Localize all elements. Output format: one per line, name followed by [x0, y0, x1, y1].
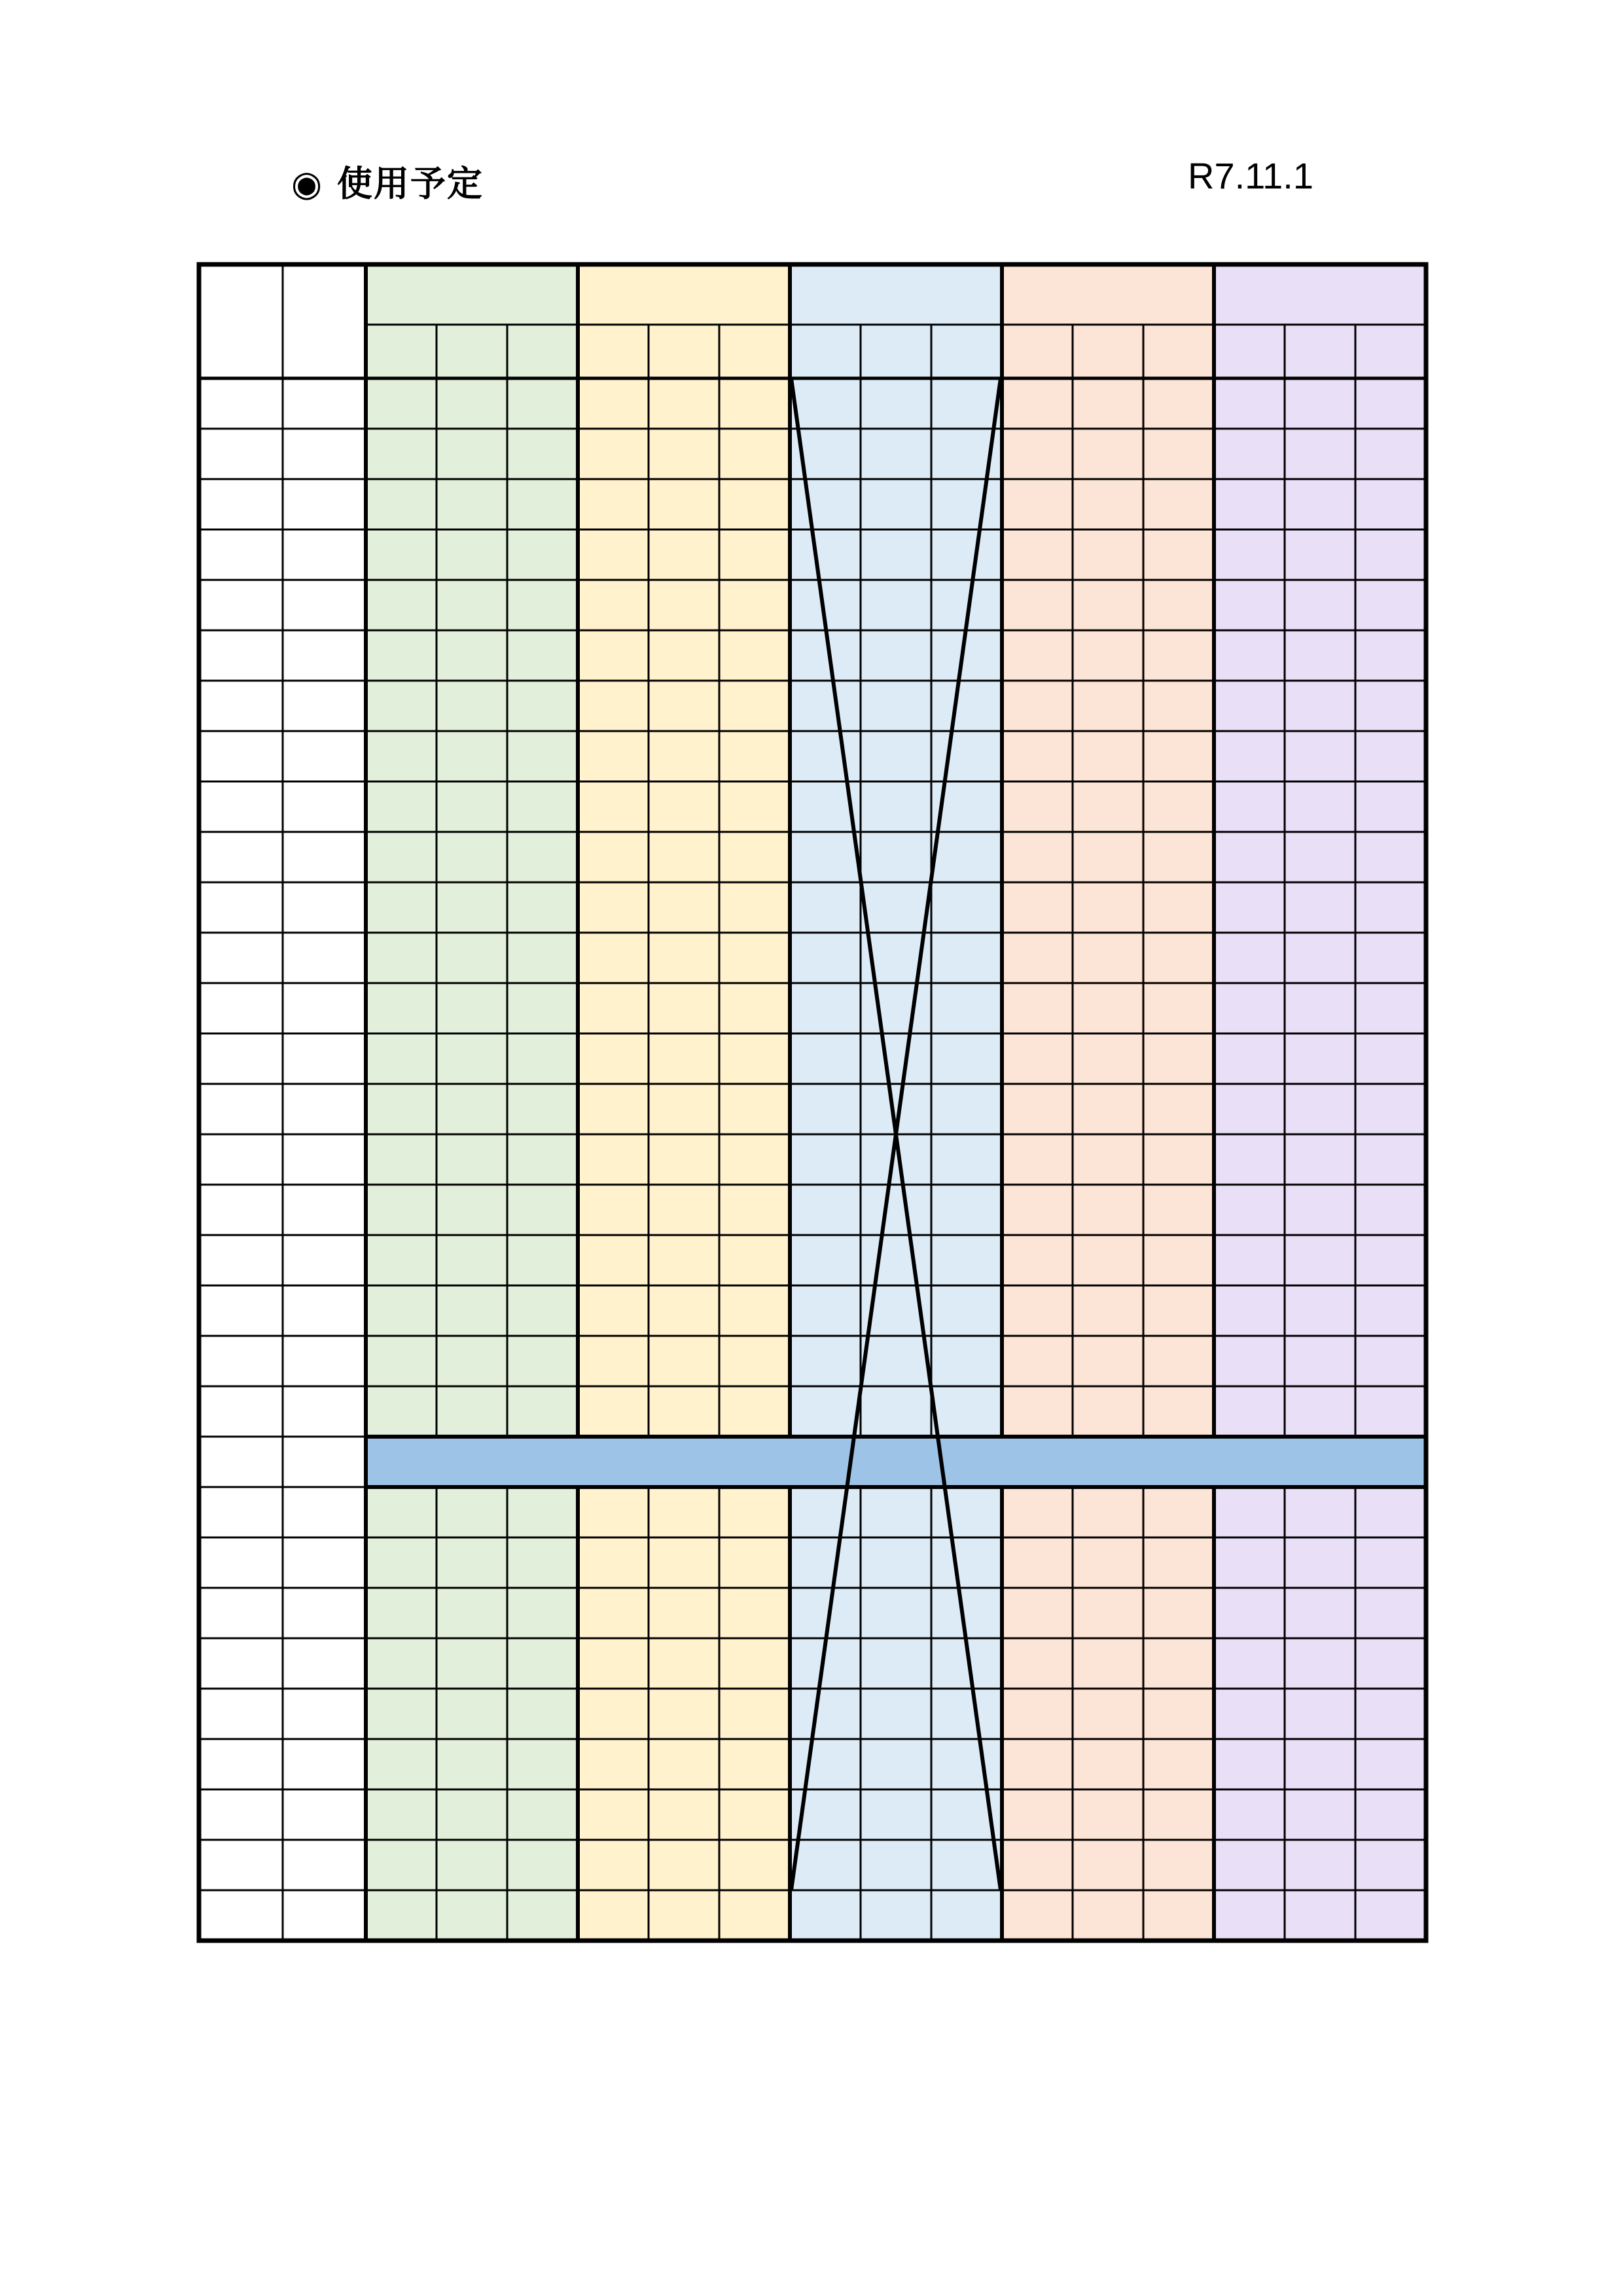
revision-date: R7.11.1 [1188, 155, 1313, 196]
schedule-table [196, 262, 1429, 1945]
closure-banner [366, 1437, 1426, 1487]
page-title: ◉ 使用予定 [291, 163, 484, 204]
